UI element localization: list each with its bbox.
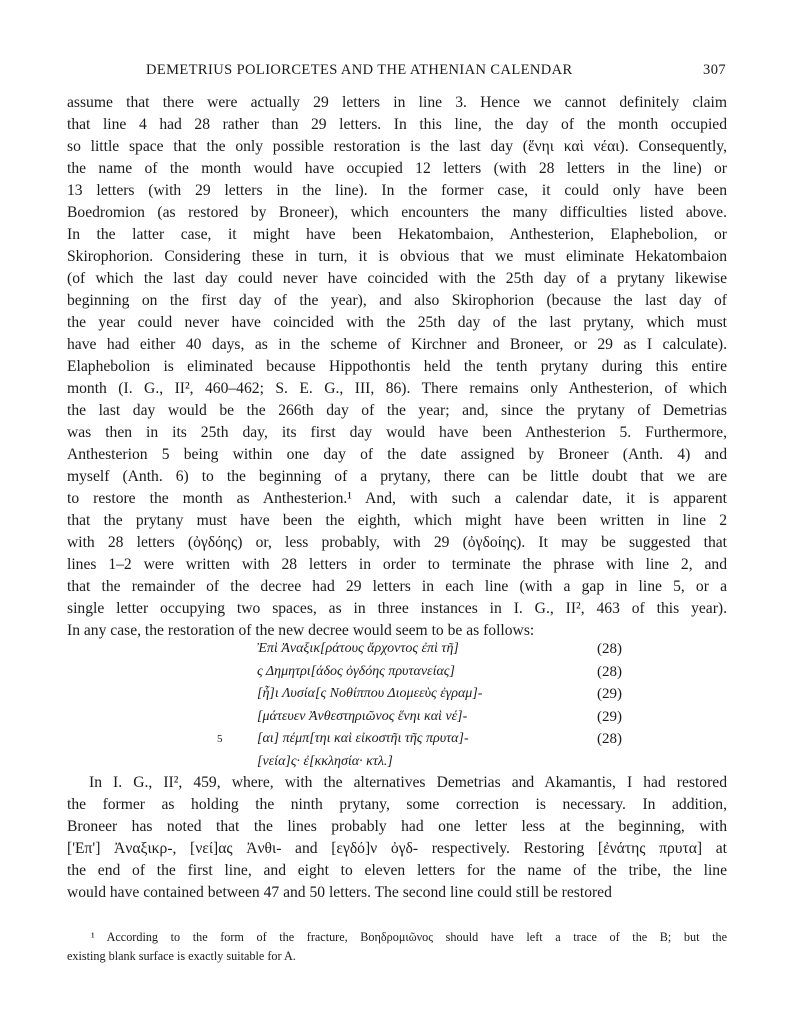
inscription-line-number: 5	[217, 733, 223, 745]
letter-count: (28)	[597, 731, 622, 747]
text-line: would have contained between 47 and 50 letters. The second line could still be restored	[67, 884, 612, 901]
inscription-greek-text: [ἧ]ι Λυσία[ς Νοθίππου Διομεεὺς ἐγραμ]-	[257, 686, 483, 701]
inscription-greek-text: Ἐπὶ Ἀναξικ[ράτους ἄρχοντος ἐπὶ τῆ]	[257, 641, 459, 656]
text-line: that line 4 had 28 rather than 29 letters. In this line, the day of the month occupied	[67, 116, 727, 133]
inscription-line	[217, 638, 637, 661]
text-line: ['Επ'] Ἀναξικρ-, [νεί]ας Ἀνθι- and [εγδό]ν ὀγδ- respectively. Restoring [ἐνάτης πρυτα] at	[67, 840, 727, 857]
footnote	[67, 928, 727, 966]
text-line: so little space that the only possible restoration is the last day (ἕνηι καὶ νέαι). Consequently,	[67, 138, 727, 155]
text-line: Anthesterion 5 being within one day of the date assigned by Broneer (Anth. 4) and	[67, 446, 727, 463]
inscription-line	[217, 683, 637, 706]
text-line: myself (Anth. 6) to the beginning of a prytany, there can be little doubt that we are	[67, 468, 727, 485]
text-line: Boedromion (as restored by Broneer), which encounters the many difficulties listed above.	[67, 204, 727, 221]
letter-count: (28)	[597, 641, 622, 657]
inscription-line	[217, 728, 637, 751]
inscription-greek-text: ς Δημητρι[άδος ὀγδόης πρυτανείας]	[257, 663, 455, 679]
inscription-greek-text: [νεία]ς· ἐ[κκλησία· κτλ.]	[257, 753, 393, 769]
text-line: have had either 40 days, as in the scheme of Kirchner and Broneer, or 29 as I calculate).	[67, 336, 727, 353]
text-line: single letter occupying two spaces, as in three instances in I. G., II², 463 of this year).	[67, 600, 727, 617]
body-paragraph-2	[67, 772, 727, 904]
text-line: the end of the first line, and eight to eleven letters for the name of the tribe, the line	[67, 862, 727, 879]
text-line: the last day would be the 266th day of the year; and, since the prytany of Demetrias	[67, 402, 727, 419]
text-line: to restore the month as Anthesterion.¹ And, with such a calendar date, it is apparent	[67, 490, 727, 507]
footnote-line: existing blank surface is exactly suitable for A.	[67, 949, 296, 963]
inscription-line	[217, 751, 637, 774]
text-line: Elaphebolion is eliminated because Hippothontis held the tenth prytany during this entire	[67, 358, 727, 375]
text-line: assume that there were actually 29 letters in line 3. Hence we cannot definitely claim	[67, 94, 727, 111]
text-line: In any case, the restoration of the new decree would seem to be as follows:	[67, 622, 535, 639]
text-line: month (I. G., II², 460–462; S. E. G., III, 86). There remains only Anthesterion, of which	[67, 380, 727, 397]
text-line: the year could never have coincided with the 25th day of the last prytany, which must	[67, 314, 727, 331]
text-line: lines 1–2 were written with 28 letters in order to terminate the phrase with line 2, and	[67, 556, 727, 573]
text-line: In the latter case, it might have been Hekatombaion, Anthesterion, Elaphebolion, or	[67, 226, 727, 243]
text-line: beginning on the first day of the year), and also Skirophorion (because the last day of	[67, 292, 727, 309]
text-line: the former as holding the ninth prytany, some correction is necessary. In addition,	[67, 796, 727, 813]
text-line: Skirophorion. Considering these in turn, it is obvious that we must eliminate Hekatombaion	[67, 248, 727, 265]
text-line: the name of the month would have occupied 12 letters (with 28 letters in the line) or	[67, 160, 727, 177]
letter-count: (29)	[597, 686, 622, 702]
text-line: with 28 letters (ὀγδόης) or, less probably, with 29 (ὀγδοίης). It may be suggested that	[67, 534, 727, 551]
body-paragraph-1	[67, 92, 727, 642]
text-line: that the prytany must have been the eighth, which might have been written in line 2	[67, 512, 727, 529]
letter-count: (29)	[597, 708, 622, 725]
inscription-line	[217, 661, 637, 684]
inscription-greek-text: [αι] πέμπ[τηι καὶ εἰκοστῆι τῆς πρυτα]-	[257, 731, 469, 746]
text-line: was then in its 25th day, its first day would have been Anthesterion 5. Furthermore,	[67, 424, 727, 441]
running-header	[146, 62, 726, 86]
text-line: In I. G., II², 459, where, with the alternatives Demetrias and Akamantis, I had restored	[89, 774, 727, 791]
text-line: (of which the last day could never have coincided with the 25th day of a prytany likewise	[67, 270, 727, 287]
inscription-greek-text: [μάτευεν Ἀνθεστηριῶνος ἕνηι καὶ νέ]-	[257, 708, 468, 724]
inscription-line	[217, 706, 637, 729]
running-title: DEMETRIUS POLIORCETES AND THE ATHENIAN CALENDAR	[146, 62, 573, 78]
text-line: Broneer has noted that the lines probably had one letter less at the beginning, with	[67, 818, 727, 835]
text-line: 13 letters (with 29 letters in the line). In the former case, it could only have been	[67, 182, 727, 199]
footnote-line: ¹ According to the form of the fracture, Βοηδρομιῶνος should have left a trace of the B; but the	[91, 930, 727, 944]
inscription-restoration	[217, 638, 637, 773]
letter-count: (28)	[597, 663, 622, 680]
page-number: 307	[703, 62, 726, 78]
text-line: that the remainder of the decree had 29 letters in each line (with a gap in line 5, or a	[67, 578, 727, 595]
